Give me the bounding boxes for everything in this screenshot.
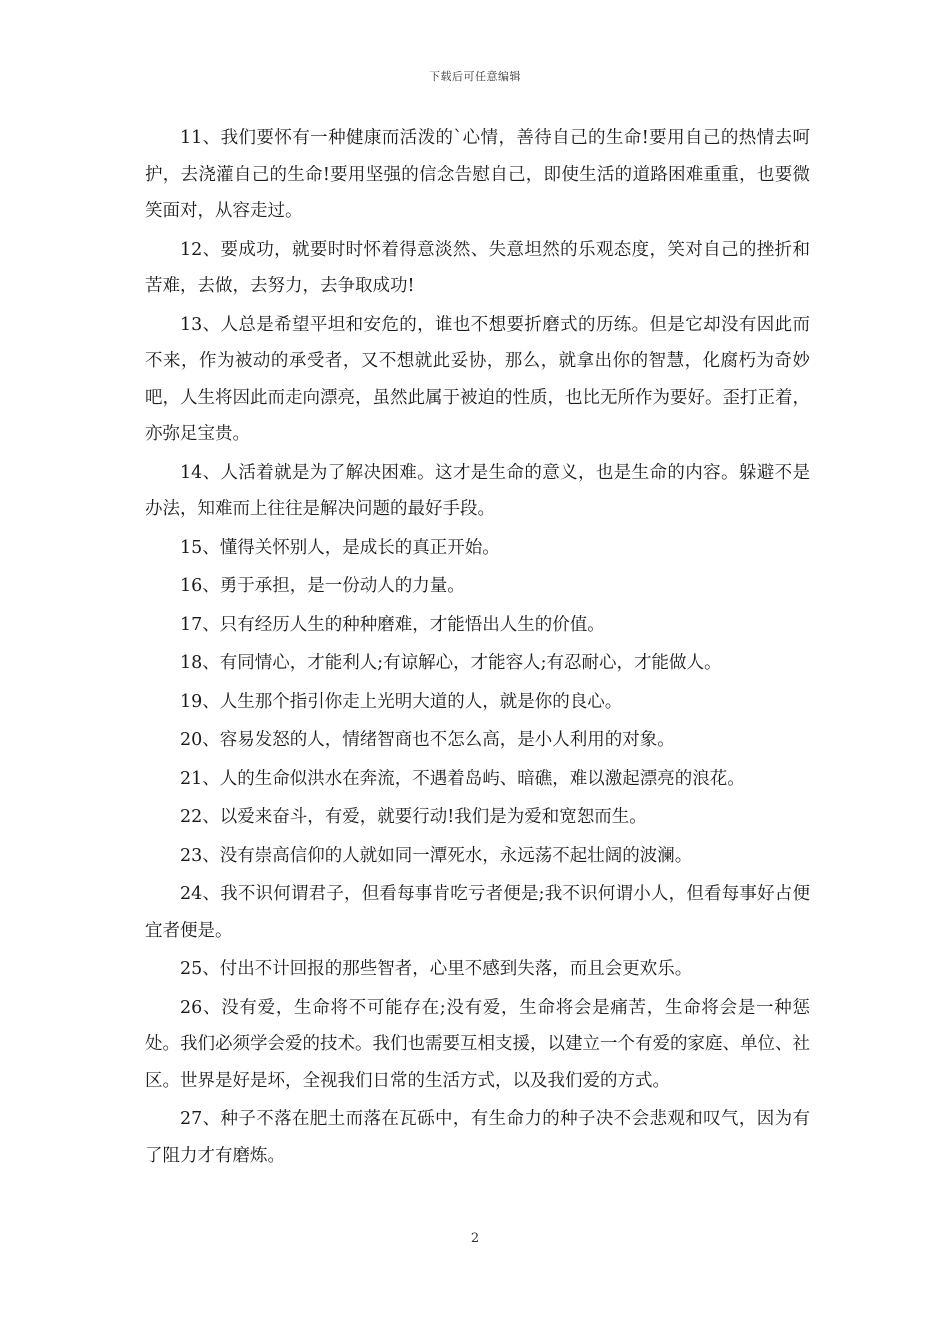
paragraph-15: 15、懂得关怀别人，是成长的真正开始。 [180, 537, 500, 558]
paragraph-11: 11、我们要怀有一种健康而活泼的`心情，善待自己的生命!要用自己的热情去呵护，去浇灌自己的生命!要用坚强的信念告慰自己，即使生活的道路困难重重，也要微笑面对，从容走过。 [145, 128, 810, 221]
paragraph-21: 21、人的生命似洪水在奔流，不遇着岛屿、暗礁，难以激起漂亮的浪花。 [180, 768, 745, 789]
paragraph-18: 18、有同情心，才能利人;有谅解心，才能容人;有忍耐心，才能做人。 [180, 653, 722, 673]
paragraph-27: 27、种子不落在肥土而落在瓦砾中，有生命力的种子决不会悲观和叹气，因为有了阻力才有磨炼。 [145, 1109, 810, 1166]
page-header: 下载后可任意编辑 [429, 70, 521, 83]
paragraph-14: 14、人活着就是为了解决困难。这才是生命的意义，也是生命的内容。躲避不是办法，知难而上往往是解决问题的最好手段。 [145, 462, 810, 519]
paragraph-17: 17、只有经历人生的种种磨难，才能悟出人生的价值。 [180, 614, 605, 635]
paragraph-23: 23、没有崇高信仰的人就如同一潭死水，永远荡不起壮阔的波澜。 [180, 845, 693, 866]
paragraph-13: 13、人总是希望平坦和安危的，谁也不想要折磨式的历练。但是它却没有因此而不来，作为被动的承受者，又不想就此妥协，那么，就拿出你的智慧，化腐朽为奇妙吧，人生将因此而走向漂亮，虽然此属于被迫的性质，也比无所作为要好。歪打正着，亦弥足宝贵。 [145, 314, 810, 444]
paragraph-24: 24、我不识何谓君子，但看每事肯吃亏者便是;我不识何谓小人，但看每事好占便宜者便是。 [145, 884, 810, 941]
paragraph-25: 25、付出不计回报的那些智者，心里不感到失落，而且会更欢乐。 [180, 959, 693, 979]
paragraph-16: 16、勇于承担，是一份动人的力量。 [180, 576, 465, 596]
paragraph-19: 19、人生那个指引你走上光明大道的人，就是你的良心。 [180, 691, 623, 712]
paragraph-26: 26、没有爱，生命将不可能存在;没有爱，生命将会是痛苦，生命将会是一种惩处。我们必须学会爱的技术。我们也需要互相支援，以建立一个有爱的家庭、单位、社区。世界是好是坏，全视我们日常的生活方式，以及我们爱的方式。 [145, 997, 810, 1091]
paragraph-22: 22、以爱来奋斗，有爱，就要行动!我们是为爱和宽恕而生。 [180, 807, 647, 827]
paragraph-12: 12、要成功，就要时时怀着得意淡然、失意坦然的乐观态度，笑对自己的挫折和苦难，去做，去努力，去争取成功! [145, 239, 810, 296]
document-body [145, 120, 810, 1176]
paragraph-20: 20、容易发怒的人，情绪智商也不怎么高，是小人利用的对象。 [180, 730, 675, 750]
page-number: 2 [470, 1231, 480, 1246]
